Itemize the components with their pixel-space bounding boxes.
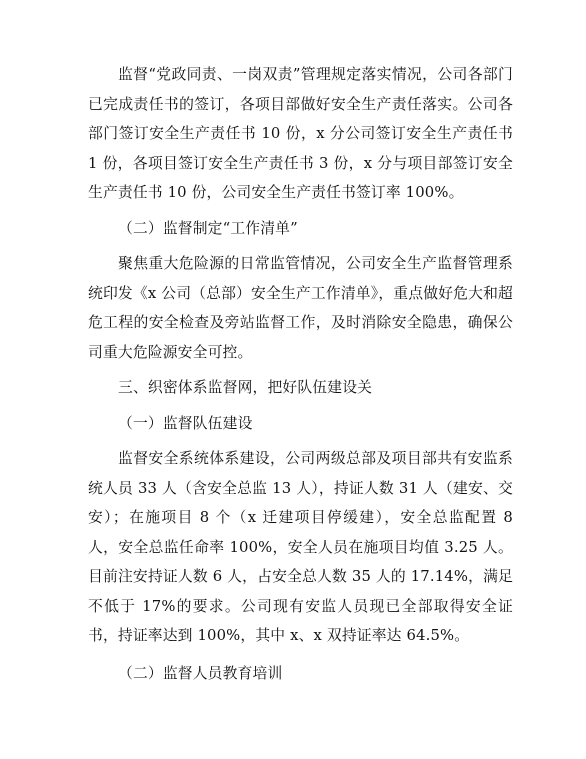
paragraph-major-hazards: 聚焦重大危险源的日常监管情况，公司安全生产监督管理系统印发《x 公司（总部）安全生产工作清单》，重点做好危大和超危工程的安全检查及旁站监督工作，及时消除安全隐患，确保公司重大危险源安全可控。 (88, 255, 513, 361)
section-heading-work-list: （二）监督制定“工作清单” (118, 219, 298, 237)
section-heading-supervision-network: 三、织密体系监督网，把好队伍建设关 (118, 379, 373, 396)
document-body (88, 60, 513, 688)
section-heading-team-building: （一）监督队伍建设 (118, 414, 253, 432)
section-heading-training: （二）监督人员教育培训 (118, 664, 283, 682)
paragraph-safety-personnel: 监督安全系统体系建设，公司两级总部及项目部共有安监系统人员 33 人（含安全总监 13 人），持证人数 31 人（建安、交安）；在施项目 8 个（x 迁建项目停缓建），安全总监配置 8 人，安全总监任命率 100%，安全人员在施项目均值 3.25 人。目前注安持证人数 6 人，占安全总人数 35 人的 17.14%，满足不低于 17%的要求。公司现有安监人员现已全部取得安全证书，持证率达到 100%，其中 x、x 双持证率达 64.5%。 (88, 450, 513, 644)
paragraph-responsibility-signing: 监督“党政同责、一岗双责”管理规定落实情况，公司各部门已完成责任书的签订，各项目部做好安全生产责任落实。公司各部门签订安全生产责任书 10 份，x 分公司签订安全生产责任书 1 份，各项目签订安全生产责任书 3 份，x 分与项目部签订安全生产责任书 10 份，公司安全生产责任书签订率 100%。 (88, 66, 513, 201)
